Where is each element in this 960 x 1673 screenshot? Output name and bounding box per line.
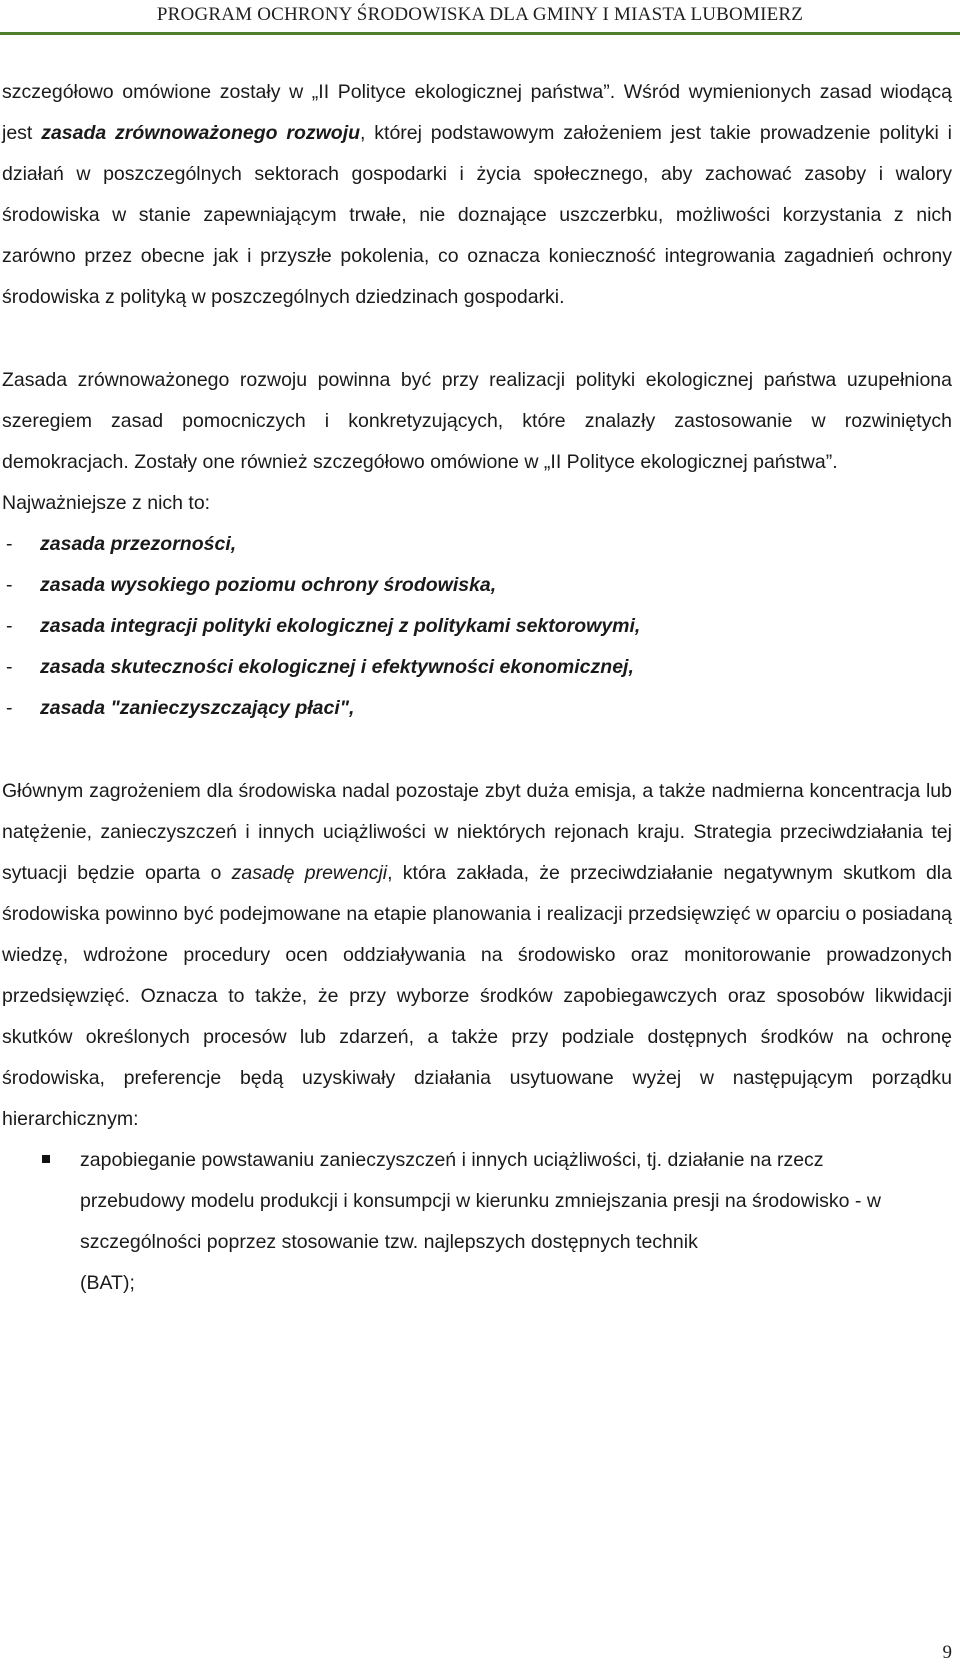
dash-bullet: - (6, 697, 13, 719)
principle-label: zasada skuteczności ekologicznej i efektywności ekonomicznej, (40, 656, 634, 678)
dash-bullet: - (6, 574, 13, 596)
paragraph1-text-end: , której podstawowym założeniem jest takie prowadzenie polityki i działań w poszczególnych sektorach gospodarki i życia społecznego, aby zachować zasoby i walory środowiska w stanie zapewniającym trwałe, nie doznające uszczerbku, możliwości korzystania z nich zarówno przez obecne jak i przyszłe pokolenia, co oznacza konieczność integrowania zagadnień ochrony środowiska z polityką w poszczególnych dziedzinach gospodarki. (2, 122, 953, 308)
document-body (2, 72, 952, 1304)
principle-label: zasada wysokiego poziomu ochrony środowiska, (40, 574, 497, 596)
paragraph-prevention (2, 771, 952, 1140)
header-title: PROGRAM OCHRONY ŚRODOWISKA DLA GMINY I MIASTA LUBOMIERZ (156, 4, 804, 25)
principles-list (2, 524, 952, 729)
emphasis-sustainable-development: zasada zrównoważonego rozwoju (41, 122, 361, 144)
page-number: 9 (942, 1642, 952, 1663)
dash-bullet: - (6, 615, 13, 637)
emphasis-prevention-principle: zasadę prewencji (231, 862, 388, 884)
dash-bullet: - (6, 533, 13, 555)
hierarchy-line: (BAT); (80, 1272, 135, 1294)
paragraph3-text-end: , która zakłada, że przeciwdziałanie negatywnym skutkom dla środowiska powinno być podejmowane na etapie planowania i realizacji przedsięwzięć w oparciu o posiadaną wiedzę, wdrożone procedury ocen oddziaływania na środowisko oraz monitorowanie prowadzonych przedsięwzięć. Oznacza to także, że przy wyborze środków zapobiegawczych oraz sposobów likwidacji skutków określonych procesów lub zdarzeń, a także przy podziale dostępnych środków na ochronę środowiska, preferencje będą uzyskiwały działania usytuowane wyżej w następującym porządku hierarchicznym: (2, 862, 952, 1130)
paragraph3-text-start: Głównym zagrożeniem dla środowiska nadal pozostaje zbyt duża emisja, a także nadmierna koncentracja lub natężenie, zanieczyszczeń i innych uciążliwości w niektórych rejonach kraju. Strategia przeciwdziałania tej sytuacji będzie oparta o (2, 780, 952, 884)
paragraph1-text-start: szczegółowo omówione zostały w „II Polityce ekologicznej państwa”. Wśród wymienionych zasad wiodącą jest (2, 81, 952, 144)
header-divider (0, 32, 960, 35)
list-intro: Najważniejsze z nich to: (2, 492, 211, 514)
list-item (2, 1140, 952, 1304)
list-item (2, 606, 952, 647)
paragraph-sustainable-development (2, 72, 952, 318)
list-item (2, 524, 952, 565)
dash-bullet: - (6, 656, 13, 678)
square-bullet-icon (42, 1155, 50, 1163)
list-item (2, 688, 952, 729)
list-item (2, 565, 952, 606)
paragraph-supporting-principles: Zasada zrównoważonego rozwoju powinna być przy realizacji polityki ekologicznej państwa uzupełniona szeregiem zasad pomocniczych i konkretyzujących, które znalazły zastosowanie w rozwiniętych demokracjach. Zostały one również szczegółowo omówione w „II Polityce ekologicznej państwa”. (2, 369, 952, 473)
principle-label: zasada "zanieczyszczający płaci", (40, 697, 355, 719)
principle-label: zasada integracji polityki ekologicznej z politykami sektorowymi, (40, 615, 641, 637)
list-item (2, 647, 952, 688)
principle-label: zasada przezorności, (40, 533, 237, 555)
page-header (0, 0, 960, 36)
hierarchy-line: zapobieganie powstawaniu zanieczyszczeń i innych uciążliwości, tj. działanie na rzecz (80, 1149, 824, 1171)
hierarchy-line: przebudowy modelu produkcji i konsumpcji w kierunku zmniejszania presji na środowisko - w szczególności poprzez stosowanie tzw. najlepszych dostępnych technik (80, 1190, 881, 1253)
hierarchy-list (2, 1140, 952, 1304)
